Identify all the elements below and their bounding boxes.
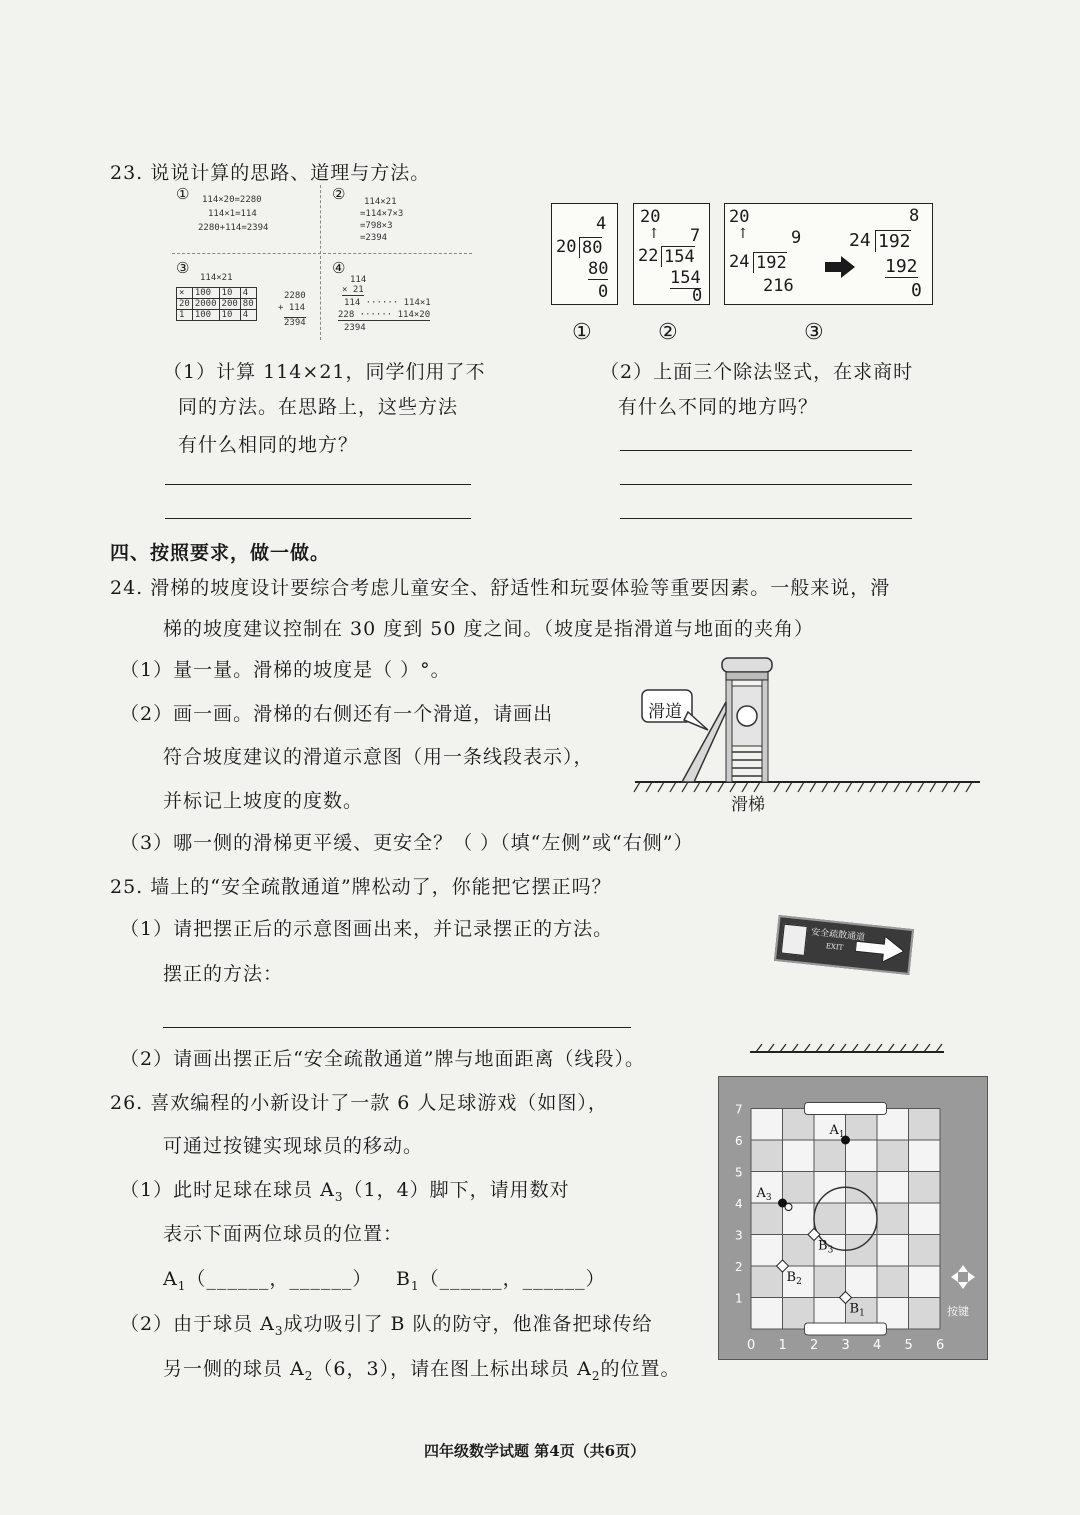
remainder: 0	[598, 282, 609, 302]
method-4-line: × 21	[342, 285, 364, 295]
q25-method-label: 摆正的方法：	[163, 963, 284, 985]
grid-cell: 1	[177, 310, 193, 321]
method-2-line: 114×21	[364, 197, 397, 207]
method-1-line: 114×20=2280	[202, 195, 262, 205]
division-box-2	[633, 203, 710, 305]
method-3-sum: + 114	[278, 303, 306, 313]
division-box-3	[724, 203, 933, 305]
q25-p2: （2）请画出摆正后“安全疏散通道”牌与地面距离（线段）。	[120, 1048, 646, 1070]
division-label-1: ①	[572, 320, 592, 345]
division-box-1	[551, 203, 618, 305]
q24-p3: （3）哪一侧的滑梯更平缓、更安全？（ ）（填“左侧”或“右侧”）	[120, 832, 694, 854]
q23-title: 23. 说说计算的思路、道理与方法。	[110, 162, 431, 184]
exit-sign	[774, 915, 914, 975]
grid-cell: 200	[219, 299, 240, 310]
remainder: 0	[692, 286, 703, 306]
field-cell	[846, 1266, 878, 1298]
top-goal	[805, 1103, 887, 1115]
method-3-grid	[176, 287, 257, 321]
q26-p2-line2: 另一侧的球员 $A_2(6$，3），请在图上标出球员 $A_2$的位置。	[163, 1358, 681, 1383]
player-label: $A_1$	[829, 1123, 845, 1140]
a1-position-blank[interactable]: $A_1(\_\_\_\_\_\_$，______）	[163, 1268, 373, 1293]
field-cell	[909, 1298, 941, 1330]
up-arrow-icon: ↑	[737, 226, 749, 242]
q26-p1-line1: （1）此时足球在球员 $A_3(1$，4）脚下，请用数对	[120, 1179, 570, 1204]
product: 216	[763, 276, 794, 296]
x-tick-label: 3	[841, 1338, 850, 1353]
division-label-2: ②	[658, 320, 678, 345]
divisor: 22	[638, 246, 659, 266]
q23-p2-line: （2）上面三个除法竖式，在求商时	[600, 361, 914, 383]
x-tick-label: 4	[873, 1338, 882, 1353]
right-arrow-icon	[825, 256, 855, 278]
grid-cell: 10	[219, 310, 240, 321]
q23-p1-line: （1）计算 114×21，同学们用了不	[163, 361, 486, 383]
y-tick-label: 3	[735, 1228, 743, 1243]
dividend: 192	[875, 230, 911, 252]
estimate: 20	[729, 207, 750, 227]
divisor: 24	[729, 252, 750, 272]
q23-p2-line: 有什么不同的地方吗？	[618, 396, 819, 418]
x-tick-label: 1	[778, 1338, 787, 1353]
method-4-line: 114 ······ 114×1	[344, 298, 431, 308]
grid-cell: 100	[192, 288, 219, 299]
key-label: 按键	[947, 1305, 969, 1318]
answer-line[interactable]	[165, 518, 471, 519]
remainder: 0	[911, 280, 922, 301]
q24-p2-line: 并标记上坡度的度数。	[163, 790, 364, 812]
q26-p1-line2: 表示下面两位球员的位置：	[163, 1223, 404, 1245]
dividend: 154	[661, 246, 695, 267]
player-label: $A_3$	[756, 1186, 772, 1203]
field-cell	[877, 1172, 909, 1204]
method-1-line: 114×1=114	[208, 209, 257, 219]
quotient: 4	[596, 214, 607, 234]
slide-caption: 滑梯	[731, 795, 765, 815]
q23-p1-line: 有什么相同的地方？	[178, 434, 359, 456]
q24-p2-line: 符合坡度建议的滑道示意图（用一条线段表示），	[163, 746, 594, 768]
grid-cell: 4	[240, 310, 256, 321]
field-cell	[814, 1203, 846, 1235]
quotient: 7	[690, 226, 701, 246]
football-ball	[785, 1204, 792, 1211]
field-cell	[877, 1235, 909, 1267]
bottom-goal	[805, 1323, 887, 1335]
quotient: 9	[791, 228, 802, 248]
field-cell	[909, 1266, 941, 1298]
exit-sign-text: 安全疏散通道	[810, 927, 866, 944]
field-cell	[877, 1203, 909, 1235]
field-cell	[814, 1266, 846, 1298]
y-tick-label: 7	[735, 1102, 743, 1117]
field-cell	[909, 1140, 941, 1172]
answer-line[interactable]	[620, 484, 912, 485]
football-field-panel	[718, 1076, 988, 1360]
quotient: 8	[909, 206, 920, 226]
player-label: $B_3$	[818, 1238, 834, 1256]
key-right-icon	[968, 1272, 975, 1282]
method-4-line: 114	[350, 275, 367, 285]
answer-line[interactable]	[620, 518, 912, 519]
method-3-head: 114×21	[200, 273, 233, 283]
answer-line[interactable]	[165, 484, 471, 485]
dividend: 80	[579, 237, 602, 258]
product: 192	[885, 256, 918, 277]
divisor: 20	[556, 237, 577, 257]
q24-p1: （1）量一量。滑梯的坡度是（ ）°。	[120, 659, 451, 681]
q24-title: 24. 滑梯的坡度设计要综合考虑儿童安全、舒适性和玩耍体验等重要因素。一般来说，滑	[110, 577, 891, 599]
exit-arrow-icon	[855, 933, 905, 964]
b1-position-blank[interactable]: $B_1(\_\_\_\_\_\_$，______）	[396, 1268, 606, 1293]
method-4-line: 2394	[344, 323, 366, 333]
field-cell	[909, 1109, 941, 1141]
x-tick-label: 2	[810, 1338, 819, 1353]
grid-cell: 80	[240, 299, 256, 310]
method-4-line: 228 ······ 114×20	[338, 310, 431, 320]
field-cell	[846, 1203, 878, 1235]
field-cell	[783, 1172, 815, 1204]
key-left-icon	[951, 1272, 958, 1282]
method-3-sum: 2394	[284, 318, 306, 328]
x-tick-label: 0	[747, 1338, 756, 1353]
grid-cell: 4	[240, 288, 256, 299]
field-cell	[909, 1235, 941, 1267]
method-1-number: ①	[176, 185, 190, 203]
grid-cell: 20	[177, 299, 193, 310]
slide-figure	[630, 650, 990, 815]
dividend: 192	[753, 252, 787, 273]
method-4-number: ④	[332, 259, 346, 277]
x-tick-label: 5	[904, 1338, 913, 1353]
field-cell	[783, 1235, 815, 1267]
q24-title-2: 梯的坡度建议控制在 30 度到 50 度之间。（坡度是指滑道与地面的夹角）	[163, 618, 815, 640]
q26-title: 26. 喜欢编程的小新设计了一款 6 人足球游戏（如图），	[110, 1092, 608, 1114]
slide-bubble-label: 滑道	[648, 702, 682, 722]
y-tick-label: 2	[735, 1260, 743, 1274]
running-man-icon	[781, 924, 808, 956]
q26-title-2: 可通过按键实现球员的移动。	[163, 1135, 424, 1157]
grid-cell: 2000	[192, 299, 219, 310]
division-label-3: ③	[804, 320, 824, 345]
product: 80	[588, 259, 609, 279]
method-2-line: =114×7×3	[360, 209, 404, 219]
y-tick-label: 1	[735, 1291, 743, 1306]
field-cell	[751, 1235, 783, 1267]
key-up-icon	[958, 1265, 968, 1272]
field-cell	[751, 1109, 783, 1141]
floor-line	[748, 1042, 946, 1056]
field-cell	[909, 1172, 941, 1204]
estimate: 20	[640, 207, 661, 227]
method-3-number: ③	[176, 259, 190, 277]
method-2-line: =2394	[360, 233, 388, 243]
field-cell	[909, 1203, 941, 1235]
field-cell	[783, 1140, 815, 1172]
section-4-title: 四、按照要求，做一做。	[110, 542, 331, 564]
field-cell	[751, 1140, 783, 1172]
q23-methods-panel	[172, 185, 472, 345]
player-label: $B_2$	[786, 1270, 802, 1287]
field-cell	[846, 1140, 878, 1172]
player-label: $B_1$	[849, 1301, 865, 1319]
product: 154	[670, 268, 701, 288]
x-tick-label: 6	[936, 1338, 945, 1353]
grid-cell: 10	[219, 288, 240, 299]
answer-line[interactable]	[620, 450, 912, 451]
q24-p2-line: （2）画一画。滑梯的右侧还有一个滑道，请画出	[120, 703, 554, 725]
q26-p2-line1: （2）由于球员 $A_3$成功吸引了 B 队的防守，他准备把球传给	[120, 1313, 653, 1338]
method-2-line: =798×3	[360, 221, 393, 231]
q23-p1-line: 同的方法。在思路上，这些方法	[178, 396, 459, 418]
method-1-line: 2280+114=2394	[198, 223, 269, 233]
y-tick-label: 4	[735, 1197, 743, 1211]
up-arrow-icon: ↑	[648, 226, 660, 242]
q25-p1: （1）请把摆正后的示意图画出来，并记录摆正的方法。	[120, 918, 614, 940]
exit-sign-sub: EXIT	[825, 942, 844, 952]
method-3-sum: 2280	[284, 291, 306, 301]
field-cell	[751, 1298, 783, 1330]
divisor: 24	[849, 230, 871, 251]
grid-cell: ×	[177, 288, 193, 299]
field-cell	[877, 1140, 909, 1172]
page-footer: 四年级数学试题 第4页（共6页）	[424, 1442, 646, 1460]
field-cell	[877, 1266, 909, 1298]
field-cell	[751, 1203, 783, 1235]
field-cell	[751, 1266, 783, 1298]
field-cell	[814, 1140, 846, 1172]
y-tick-label: 5	[735, 1165, 743, 1180]
key-down-icon	[958, 1282, 968, 1289]
method-answer-line[interactable]	[163, 1027, 631, 1028]
grid-cell: 100	[192, 310, 219, 321]
y-tick-label: 6	[735, 1134, 743, 1148]
method-2-number: ②	[332, 185, 346, 203]
q25-title: 25. 墙上的“安全疏散通道”牌松动了，你能把它摆正吗？	[110, 876, 612, 898]
